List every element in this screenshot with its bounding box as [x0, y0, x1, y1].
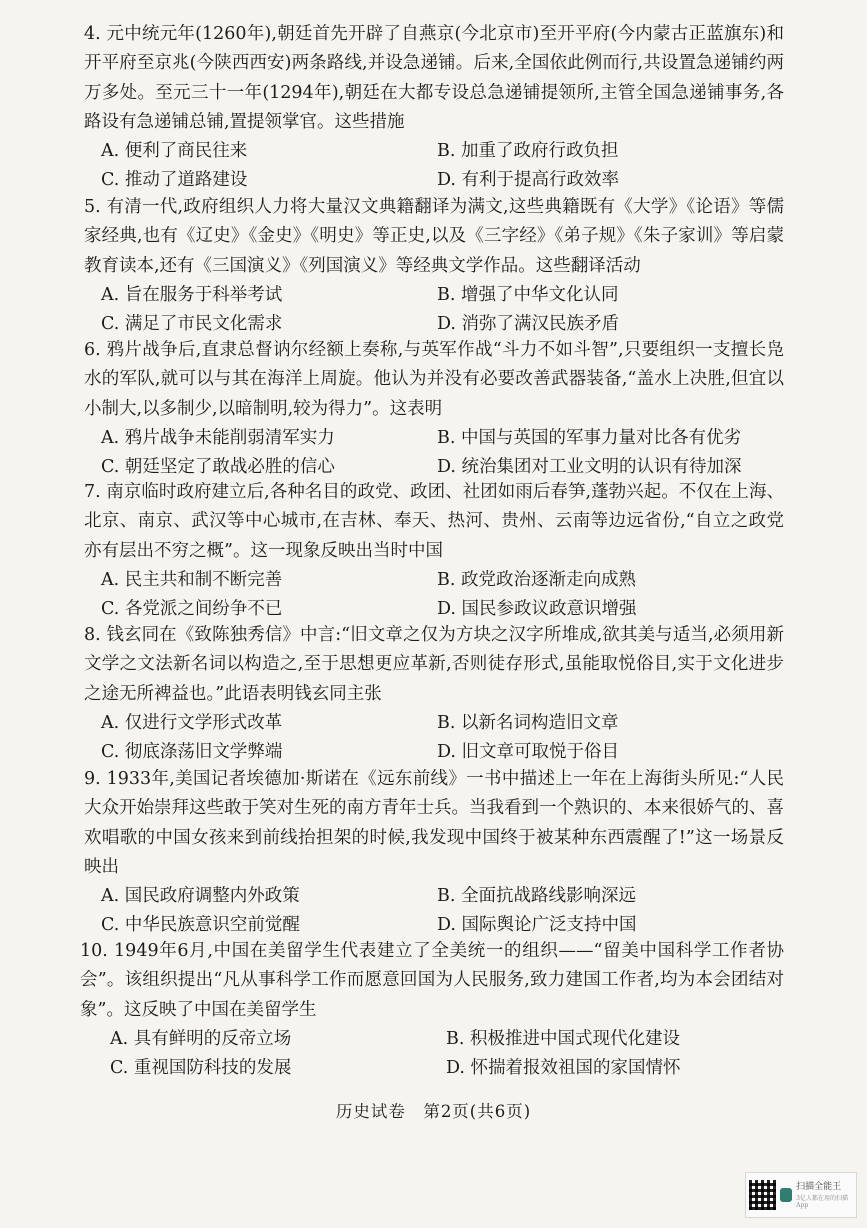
option-c[interactable]: C. 重视国防科技的发展	[110, 1058, 292, 1079]
option-a[interactable]: A. 民主共和制不断完善	[101, 569, 283, 590]
option-b[interactable]: B. 以新名词构造旧文章	[437, 712, 619, 733]
option-a[interactable]: A. 便利了商民往来	[101, 141, 248, 162]
options	[84, 137, 784, 196]
option-a[interactable]: A. 鸦片战争未能削弱清军实力	[101, 427, 335, 448]
scanner-subtitle: 3亿人都在用的扫描App	[796, 1194, 848, 1209]
option-c[interactable]: C. 推动了道路建设	[101, 170, 248, 191]
option-d[interactable]: D. 国际舆论广泛支持中国	[437, 915, 637, 936]
option-b[interactable]: B. 中国与英国的军事力量对比各有优劣	[437, 427, 741, 448]
option-d[interactable]: D. 旧文章可取悦于俗目	[437, 742, 620, 763]
option-c[interactable]: C. 各党派之间纷争不已	[101, 599, 283, 620]
options	[84, 281, 784, 340]
options	[84, 424, 784, 483]
option-b[interactable]: B. 增强了中华文化认同	[437, 284, 619, 305]
question-stem: 8. 钱玄同在《致陈独秀信》中言:“旧文章之仅为方块之汉字所堆成,欲其美与适当,必须用新文学之文法新名词以构造之,至于思想更应革新,否则徒存形式,虽能取悦俗目,实于文化进步之途无所裨益也。”此语表明钱玄同主张	[84, 625, 784, 704]
question-5	[84, 193, 784, 339]
options	[84, 566, 784, 625]
option-c[interactable]: C. 中华民族意识空前觉醒	[101, 915, 300, 936]
option-d[interactable]: D. 消弥了满汉民族矛盾	[437, 314, 620, 335]
question-10	[80, 937, 784, 1083]
question-stem: 10. 1949年6月,中国在美留学生代表建立了全美统一的组织——“留美中国科学工作者协会”。该组织提出“凡从事科学工作而愿意回国为人民服务,致力建国工作者,均为本会团结对象”。这反映了中国在美留学生	[80, 941, 784, 1020]
option-a[interactable]: A. 仅进行文学形式改革	[101, 712, 283, 733]
scanner-brand: 扫描全能王	[796, 1181, 842, 1192]
scanner-text	[796, 1182, 853, 1209]
option-d[interactable]: D. 有利于提高行政效率	[437, 170, 620, 191]
question-8	[84, 621, 784, 767]
option-d[interactable]: D. 国民参政议政意识增强	[437, 599, 637, 620]
option-b[interactable]: B. 积极推进中国式现代化建设	[446, 1028, 680, 1049]
question-stem: 7. 南京临时政府建立后,各种名目的政党、政团、社团如雨后春笋,蓬勃兴起。不仅在上海、北京、南京、武汉等中心城市,在吉林、奉天、热河、贵州、云南等边远省份,“自立之政党亦有层出不穷之概”。这一现象反映出当时中国	[84, 482, 784, 561]
qr-code-icon	[749, 1180, 776, 1210]
question-stem: 5. 有清一代,政府组织人力将大量汉文典籍翻译为满文,这些典籍既有《大学》《论语》等儒家经典,也有《辽史》《金史》《明史》等正史,以及《三字经》《弟子规》《朱子家训》等启蒙教育读本,还有《三国演义》《列国演义》等经典文学作品。这些翻译活动	[84, 197, 784, 276]
question-stem: 4. 元中统元年(1260年),朝廷首先开辟了自燕京(今北京市)至开平府(今内蒙古正蓝旗东)和开平府至京兆(今陕西西安)两条路线,并设急递铺。后来,全国依此例而行,共设置急递铺约两万多处。至元三十一年(1294年),朝廷在大都专设总急递铺提领所,主管全国急递铺事务,各路设有急递铺总铺,置提领掌官。这些措施	[84, 24, 784, 132]
option-d[interactable]: D. 怀揣着报效祖国的家国情怀	[446, 1058, 681, 1079]
options	[80, 1025, 784, 1084]
question-stem: 9. 1933年,美国记者埃德加·斯诺在《远东前线》一书中描述上一年在上海街头所见:“人民大众开始崇拜这些敢于笑对生死的南方青年士兵。当我看到一个熟识的、本来很娇气的、喜欢唱歌的中国女孩来到前线抬担架的时候,我发现中国终于被某种东西震醒了!”这一场景反映出	[84, 769, 784, 877]
option-a[interactable]: A. 旨在服务于科举考试	[101, 284, 283, 305]
option-b[interactable]: B. 加重了政府行政负担	[437, 141, 619, 162]
options	[84, 709, 784, 768]
options	[84, 882, 784, 941]
option-c[interactable]: C. 彻底涤荡旧文学弊端	[101, 742, 283, 763]
scanner-watermark	[745, 1172, 857, 1218]
cs-logo-icon	[780, 1188, 792, 1202]
option-c[interactable]: C. 朝廷坚定了敢战必胜的信心	[101, 457, 335, 478]
question-4	[84, 20, 784, 196]
option-a[interactable]: A. 具有鲜明的反帝立场	[110, 1028, 292, 1049]
option-c[interactable]: C. 满足了市民文化需求	[101, 314, 283, 335]
option-a[interactable]: A. 国民政府调整内外政策	[101, 886, 300, 907]
page-footer: 历史试卷 第2页(共6页)	[335, 1102, 532, 1121]
question-6	[84, 336, 784, 482]
option-b[interactable]: B. 全面抗战路线影响深远	[437, 886, 636, 907]
question-stem: 6. 鸦片战争后,直隶总督讷尔经额上奏称,与英军作战“斗力不如斗智”,只要组织一支擅长凫水的军队,就可以与其在海洋上周旋。他认为并没有必要改善武器装备,“盖水上决胜,但宜以小制大,以多制少,以暗制明,较为得力”。这表明	[84, 340, 784, 419]
option-b[interactable]: B. 政党政治逐渐走向成熟	[437, 569, 636, 590]
question-9	[84, 765, 784, 941]
question-7	[84, 478, 784, 624]
option-d[interactable]: D. 统治集团对工业文明的认识有待加深	[437, 457, 742, 478]
